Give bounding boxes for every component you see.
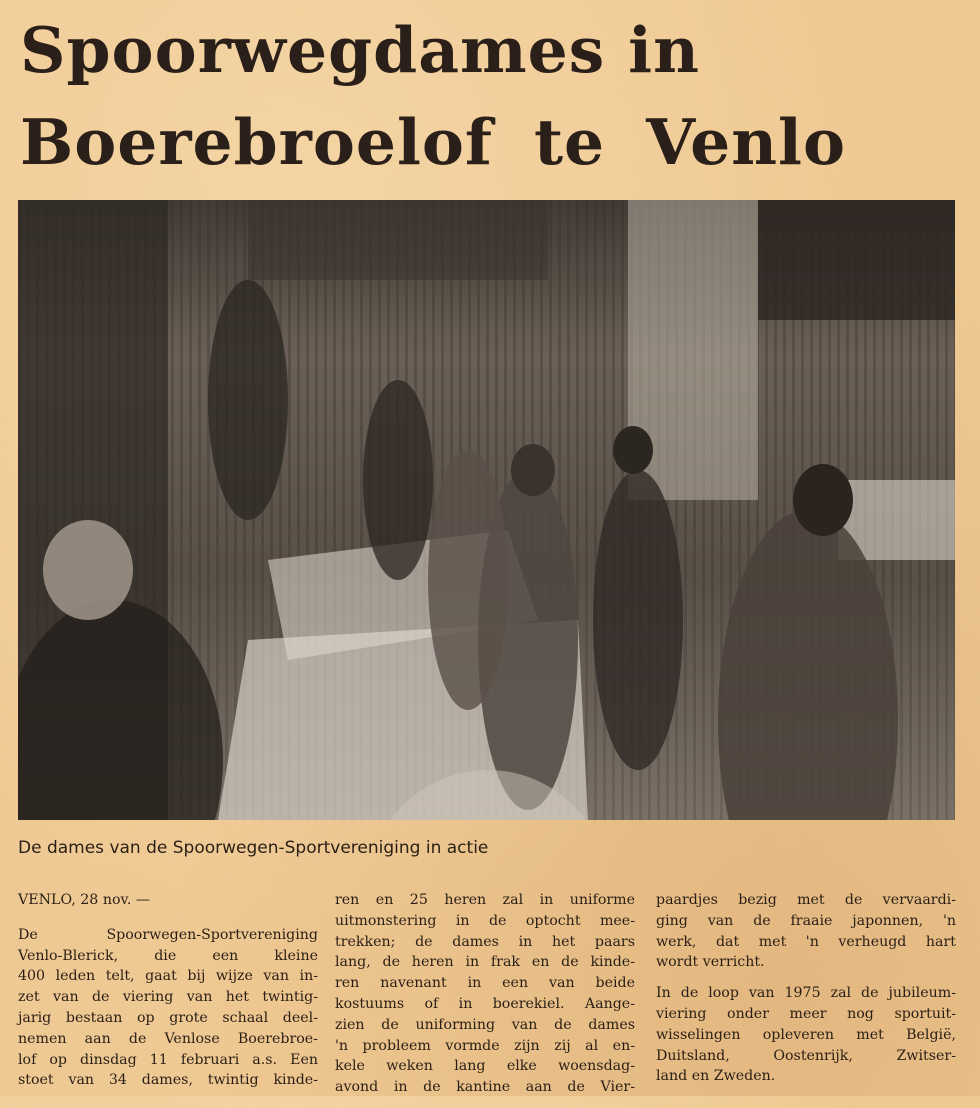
headline-line-2: Boerebroelof te Venlo [20, 105, 847, 179]
text-line: ren en 25 heren zal in uniforme [335, 892, 635, 908]
text-line: jarig bestaan op grote schaal deel- [18, 1009, 318, 1026]
text-line: In de loop van 1975 zal de jubileum- [656, 985, 956, 1002]
dateline: VENLO, 28 nov. — [18, 892, 151, 908]
text-line: 400 leden telt, gaat bij wijze van in- [18, 968, 318, 985]
text-line: zien de uniforming van de dames [335, 1016, 635, 1033]
photo-illustration [18, 200, 955, 820]
paragraph [18, 925, 318, 1091]
text-line: paardjes bezig met de vervaardi- [656, 892, 956, 908]
text-line: zet van de viering van het twintig- [18, 989, 318, 1006]
text-line: lang, de heren in frak en de kinde- [335, 954, 635, 971]
text-line: De Spoorwegen-Sportvereniging [18, 926, 318, 943]
newspaper-photo [18, 200, 955, 820]
text-line: Duitsland, Oostenrijk, Zwitser- [656, 1047, 956, 1064]
text-line: lof op dinsdag 11 februari a.s. Een [18, 1051, 318, 1068]
text-line: uitmonstering in de optocht mee- [335, 912, 635, 929]
paragraph [656, 890, 956, 973]
text-line: trekken; de dames in het paars [335, 933, 635, 950]
paragraph [656, 983, 956, 1087]
text-line: ging van de fraaie japonnen, 'n [656, 912, 956, 929]
paragraph [335, 890, 635, 1098]
text-line: avond in de kantine aan de Vier- [335, 1079, 635, 1096]
text-line: wordt verricht. [656, 954, 765, 971]
text-line: wisselingen opleveren met België, [656, 1026, 956, 1043]
article-column-3 [656, 890, 956, 1097]
text-line: kostuums of in boerekiel. Aange- [335, 995, 635, 1012]
text-line: Venlo-Blerick, die een kleine [18, 947, 318, 964]
text-line: ren navenant in een van beide [335, 975, 635, 992]
text-line: 'n probleem vormde zijn zij al en- [335, 1037, 635, 1054]
text-line: viering onder meer nog sportuit- [656, 1005, 956, 1022]
text-line: land en Zweden. [656, 1068, 776, 1085]
text-line: stoet van 34 dames, twintig kinde- [18, 1072, 318, 1089]
text-line: werk, dat met 'n verheugd hart [656, 933, 956, 950]
headline [20, 4, 960, 188]
text-line: kele weken lang elke woensdag- [335, 1058, 635, 1075]
photo-caption: De dames van de Spoorwegen-Sportvereniging in actie [18, 838, 489, 858]
headline-line-1: Spoorwegdames in [20, 13, 700, 87]
article-column-2 [335, 890, 635, 1108]
text-line: nemen aan de Venlose Boerebroe- [18, 1030, 318, 1047]
article-column-1 [18, 890, 318, 1101]
